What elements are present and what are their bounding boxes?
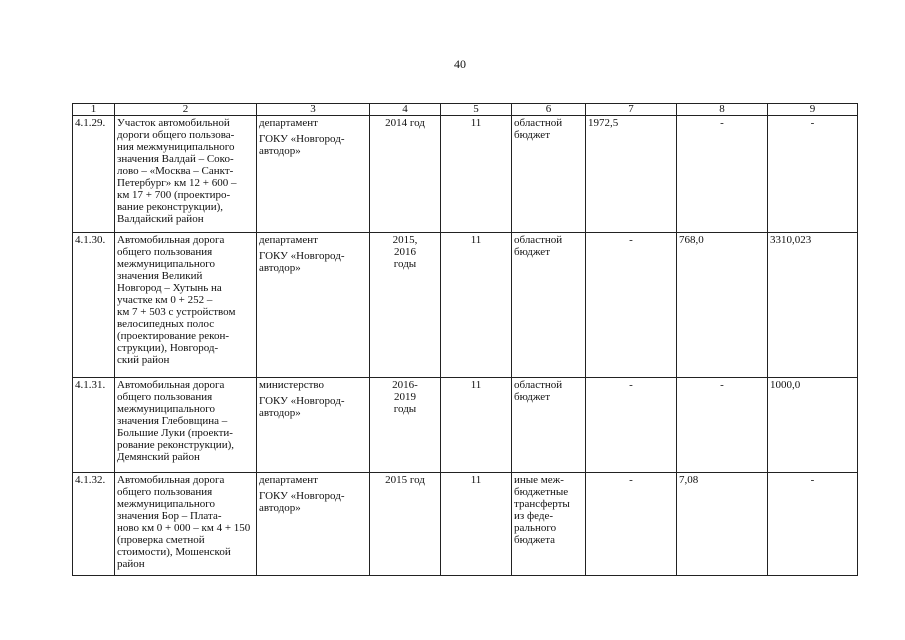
object-line: значения Великий bbox=[117, 270, 203, 282]
executor-line: автодор» bbox=[259, 145, 301, 157]
executor-line: министерство bbox=[259, 379, 325, 391]
item-number: 4.1.30. bbox=[73, 233, 115, 378]
object-description bbox=[115, 233, 257, 378]
object-line: Новгород – Хутынь на bbox=[117, 282, 222, 294]
object-line: Участок автомобильной bbox=[117, 117, 230, 129]
source-line: областной bbox=[514, 117, 563, 129]
source-line: бюджет bbox=[514, 129, 550, 141]
executor-line: автодор» bbox=[259, 407, 301, 419]
object-line: Автомобильная дорога bbox=[117, 379, 225, 391]
object-line: межмуниципального bbox=[117, 498, 215, 510]
object-line: (проверка сметной bbox=[117, 534, 205, 546]
years-line: 2019 bbox=[394, 391, 416, 403]
object-line: Автомобильная дорога bbox=[117, 234, 225, 246]
value-col7: - bbox=[586, 233, 677, 378]
years bbox=[370, 116, 441, 233]
years-line: 2014 год bbox=[385, 117, 425, 129]
object-line: дороги общего пользова- bbox=[117, 129, 235, 141]
value-col7: - bbox=[586, 473, 677, 576]
executor bbox=[257, 116, 370, 233]
executor bbox=[257, 233, 370, 378]
executor-line: автодор» bbox=[259, 262, 301, 274]
header-cell: 7 bbox=[586, 104, 677, 116]
code: 11 bbox=[441, 378, 512, 473]
object-line: ново км 0 + 000 – км 4 + 150 bbox=[117, 522, 251, 534]
table-row bbox=[73, 378, 858, 473]
value-col8: 768,0 bbox=[677, 233, 768, 378]
object-line: межмуниципального bbox=[117, 403, 215, 415]
item-number: 4.1.31. bbox=[73, 378, 115, 473]
object-line: общего пользования bbox=[117, 391, 213, 403]
object-line: участке км 0 + 252 – bbox=[117, 294, 213, 306]
object-line: район bbox=[117, 558, 145, 570]
header-cell: 8 bbox=[677, 104, 768, 116]
table-row bbox=[73, 233, 858, 378]
object-line: Демянский район bbox=[117, 451, 200, 463]
source-line: бюджет bbox=[514, 391, 550, 403]
object-line: вание реконструкции), bbox=[117, 201, 223, 213]
header-cell: 6 bbox=[512, 104, 586, 116]
executor-line: департамент bbox=[259, 234, 318, 246]
executor bbox=[257, 473, 370, 576]
item-number: 4.1.29. bbox=[73, 116, 115, 233]
code: 11 bbox=[441, 473, 512, 576]
value-col7: - bbox=[586, 378, 677, 473]
years bbox=[370, 378, 441, 473]
value-col9: - bbox=[768, 116, 858, 233]
table-row bbox=[73, 473, 858, 576]
value-col8: 7,08 bbox=[677, 473, 768, 576]
object-line: значения Бор – Плата- bbox=[117, 510, 222, 522]
object-line: км 17 + 700 (проектиро- bbox=[117, 189, 231, 201]
executor-line: автодор» bbox=[259, 502, 301, 514]
executor-line: департамент bbox=[259, 117, 318, 129]
object-line: км 7 + 503 с устройством bbox=[117, 306, 236, 318]
object-line: Петербург» км 12 + 600 – bbox=[117, 177, 237, 189]
object-line: лово – «Москва – Санкт- bbox=[117, 165, 234, 177]
funding-source bbox=[512, 378, 586, 473]
object-description bbox=[115, 473, 257, 576]
object-line: рование реконструкции), bbox=[117, 439, 234, 451]
object-line: стоимости), Мошенской bbox=[117, 546, 231, 558]
years-line: 2016 bbox=[394, 246, 416, 258]
source-line: иные меж- bbox=[514, 474, 564, 486]
object-line: Большие Луки (проекти- bbox=[117, 427, 233, 439]
object-line: общего пользования bbox=[117, 486, 213, 498]
header-cell: 5 bbox=[441, 104, 512, 116]
years-line: 2015 год bbox=[385, 474, 425, 486]
value-col9: - bbox=[768, 473, 858, 576]
object-line: ский район bbox=[117, 354, 170, 366]
years bbox=[370, 233, 441, 378]
funding-source bbox=[512, 233, 586, 378]
value-col7: 1972,5 bbox=[586, 116, 677, 233]
years-line: 2016- bbox=[392, 379, 418, 391]
page-number: 40 bbox=[454, 57, 466, 71]
value-col9: 3310,023 bbox=[768, 233, 858, 378]
header-row bbox=[73, 104, 858, 116]
object-line: (проектирование рекон- bbox=[117, 330, 230, 342]
object-line: ния межмуниципального bbox=[117, 141, 235, 153]
object-line: значения Глебовщина – bbox=[117, 415, 228, 427]
source-line: рального bbox=[514, 522, 557, 534]
years bbox=[370, 473, 441, 576]
source-line: областной bbox=[514, 379, 563, 391]
source-line: трансферты bbox=[514, 498, 570, 510]
executor-line: ГОКУ «Новгород- bbox=[259, 250, 345, 262]
program-table bbox=[72, 103, 858, 576]
object-description bbox=[115, 378, 257, 473]
years-line: годы bbox=[393, 403, 417, 415]
code: 11 bbox=[441, 233, 512, 378]
years-line: годы bbox=[393, 258, 417, 270]
header-cell: 2 bbox=[115, 104, 257, 116]
executor-line: ГОКУ «Новгород- bbox=[259, 395, 345, 407]
object-line: значения Валдай – Соко- bbox=[117, 153, 234, 165]
item-number: 4.1.32. bbox=[73, 473, 115, 576]
object-line: Автомобильная дорога bbox=[117, 474, 225, 486]
object-line: струкции), Новгород- bbox=[117, 342, 219, 354]
object-line: общего пользования bbox=[117, 246, 213, 258]
source-line: бюджет bbox=[514, 246, 550, 258]
code: 11 bbox=[441, 116, 512, 233]
object-line: велосипедных полос bbox=[117, 318, 215, 330]
table-row bbox=[73, 116, 858, 233]
header-cell: 4 bbox=[370, 104, 441, 116]
source-line: областной bbox=[514, 234, 563, 246]
object-line: межмуниципального bbox=[117, 258, 215, 270]
object-line: Валдайский район bbox=[117, 213, 204, 225]
executor bbox=[257, 378, 370, 473]
source-line: из феде- bbox=[514, 510, 553, 522]
value-col8: - bbox=[677, 378, 768, 473]
years-line: 2015, bbox=[392, 234, 418, 246]
object-description bbox=[115, 116, 257, 233]
header-cell: 3 bbox=[257, 104, 370, 116]
source-line: бюджета bbox=[514, 534, 556, 546]
executor-line: ГОКУ «Новгород- bbox=[259, 490, 345, 502]
source-line: бюджетные bbox=[514, 486, 569, 498]
executor-line: департамент bbox=[259, 474, 318, 486]
value-col9: 1000,0 bbox=[768, 378, 858, 473]
value-col8: - bbox=[677, 116, 768, 233]
header-cell: 9 bbox=[768, 104, 858, 116]
executor-line: ГОКУ «Новгород- bbox=[259, 133, 345, 145]
funding-source bbox=[512, 473, 586, 576]
header-cell: 1 bbox=[73, 104, 115, 116]
funding-source bbox=[512, 116, 586, 233]
